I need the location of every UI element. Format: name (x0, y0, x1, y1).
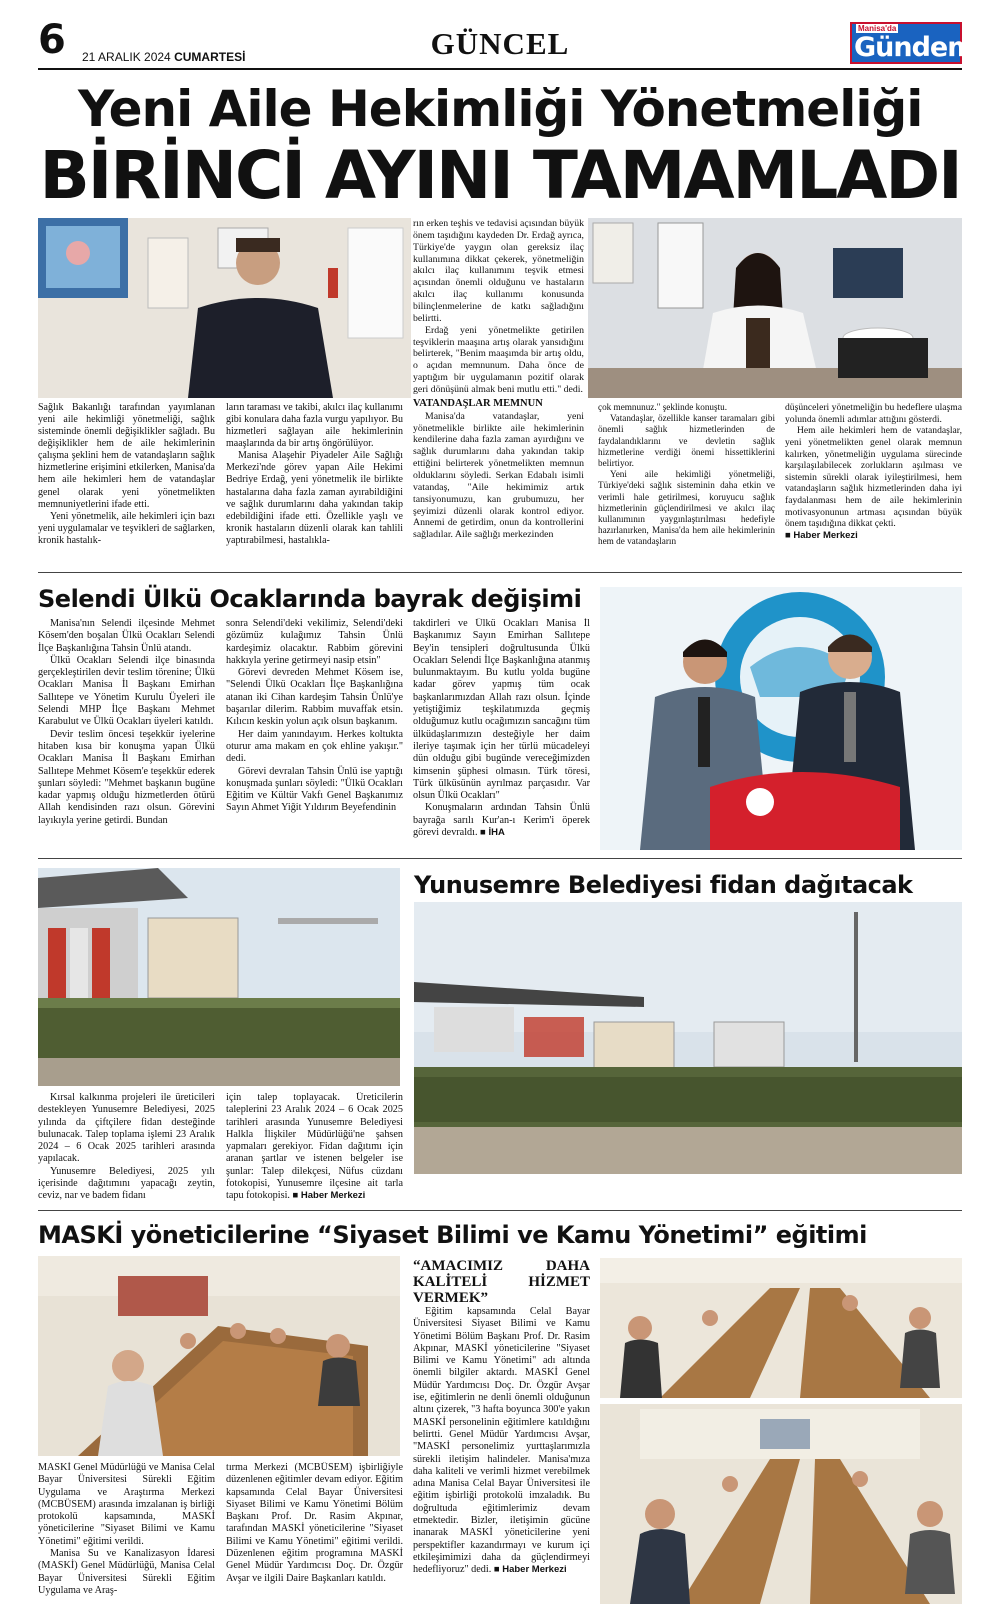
article2-column-3 (413, 618, 590, 850)
article1-col4-para: Yeni aile hekimliği yönetmeliği, Türkiye'deki sağlık sisteminin daha etkin ve verimli hale getirilmesi, koruyucu sağlık hizmetlerinin güçlendirilmesi ve akılcı ilaç kullanımının yaygınlaştırılması hedefiyle hazırlanırken, Manisa'da hem aile hekimlerinin hem de vatandaşların (598, 469, 775, 547)
article1-photo-doctor-male (38, 218, 411, 398)
article4-headline: MASKİ yöneticilerine “Siyaset Bilimi ve Kamu Yönetimi” eğitimi (38, 1221, 867, 1249)
article1-photo-doctor-female (588, 218, 962, 398)
article1-col1-para: Yeni yönetmelik, aile hekimleri için bazı yeni uygulamalar ve teşvikleri de sağlarken, kronik hastalık- (38, 510, 215, 546)
article1-col2-para: ların taraması ve takibi, akılcı ilaç kullanımı gibi konulara daha fazla vurgu yapılıyor. Bu hizmetleri sağlayan aile hekimlerinin maaşlarında da bir artış öngörülüyor. (226, 402, 403, 450)
article1-col1-para: Sağlık Bakanlığı tarafından yayımlanan yeni aile hekimliği yönetmeliği, sağlık sisteminde önemli değişiklikler sağladı. Bu değişiklikler hem de aile hekimlerinin çalışma şeklini hem de vatandaşların sağlık hizmetlerine erişimini etkilerken, Manisa'da hem aile hekimleri hem de vatandaşlar genel olarak yeni yönetmelikten memnuniyetlerini ifade etti. (38, 402, 215, 510)
article4-column-1 (38, 1462, 215, 1607)
logo-small-text: Manisa'da (858, 24, 897, 33)
article4-column-3 (413, 1258, 590, 1608)
article1-col5-para: düşünceleri yönetmeliğin bu hedeflere ulaşma yolunda önemli adımlar attığını gösterdi. (785, 402, 962, 425)
article4-subhead: “AMACIMIZ DAHA KALİTELİ HİZMET VERMEK” (413, 1258, 590, 1306)
article2-col2-para: Her daim yanındayım. Herkes koltukta oturur ama makam en çok ehline yakışır." dedi. (226, 728, 403, 765)
article4-col3-para (413, 1306, 590, 1577)
article1-signature: ■ Haber Merkezi (785, 530, 858, 541)
article4-col1-para: MASKİ Genel Müdürlüğü ve Manisa Celal Bayar Üniversitesi Sürekli Eğitim Uygulama ve Araştırma Merkezi (MCBÜSEM) arasında imzalanan iş birliği protokolü kapsamında, MASKİ yöneticilerine "Siyaset Bilimi ve Kamu Yönetimi" eğitimi verildi. (38, 1462, 215, 1547)
article1-headline-line1: Yeni Aile Hekimliği Yönetmeliği (78, 80, 923, 138)
divider-3 (38, 1210, 962, 1211)
article3-column-1 (38, 1092, 215, 1204)
article2-col2-para: Görevi devralan Tahsin Ünlü ise yaptığı konuşmada şunları söyledi: "Ülkü Ocakları Eğitim ve Kültür Vakfı Genel Başkanımız Sayın Ahmet Yiğit Yıldırım Beyefendinin (226, 765, 403, 814)
article3-signature: ■ Haber Merkezi (293, 1190, 366, 1201)
article4-photo-meeting-top-right (600, 1258, 962, 1398)
article1-col4-para: Vatandaşlar, özellikle kanser taramaları gibi önemli sağlık hizmetlerinden de faydalandıklarını ve devletin sağlık hizmetlerine verdiği önemi hissettiklerini belirtiyor. (598, 413, 775, 469)
article1-col3-para: Manisa'da vatandaşlar, yeni yönetmelikle birlikte aile hekimlerinin kendilerine daha fazla zaman ayırdığını ve sağlık durumlarını daha yakından takip ettiğini belirterek yönetmelikten memnun olduklarını söyledi. Serkan Edabalı isimli vatandaş, "Aile hekimimiz artık tansiyonumuzu, kan grubumuzu, her şeyimizi düzenli olarak kontrol ediyor. Annemi de getirdim, onun da kontrollerini sağladılar. Aile sağlığı merkezinden (413, 410, 584, 541)
article3-column-2 (226, 1092, 403, 1204)
section-title: GÜNCEL (430, 26, 570, 61)
article2-col2-para: Görevi devreden Mehmet Kösem ise, "Selendi Ülkü Ocakları İlçe Başkanlığına atanan iki Cihan kardeşim Tahsin Ünlü'ye başarılar dilerim. Rabbim muvaffak etsin. Kılıcın keskin yolun açık olsun başkanım. (226, 667, 403, 728)
divider-1 (38, 572, 962, 573)
article3-col1-para: Kırsal kalkınma projeleri ile üreticileri destekleyen Yunusemre Belediyesi, 2025 yılında da çiftçilere fidan desteğinde bulunacak. Talep toplama işlemi 23 Aralık 2024 – 6 Ocak 2025 tarihleri arasında yapılacak. (38, 1092, 215, 1165)
masthead-rule (38, 68, 962, 70)
article4-photo-meeting-left (38, 1256, 400, 1456)
article2-col3-para (413, 802, 590, 839)
article4-col3-para-text: Eğitim kapsamında Celal Bayar Üniversitesi Siyaset Bilimi ve Kamu Yönetimi Bölüm Başkanı Prof. Dr. Rasim Akpınar, MASKİ yöneticilerine "Siyaset Bilimi ve Kamu Yönetimi" adı altında önemli bilgiler aktardı. MASKİ Genel Müdür Yardımcısı Doç. Dr. Özgür Avşar ise, eğitimlerin ne denli önemli olduğunun altını çizerek, "3 hafta boyunca 300'e yakın MASKİ personelinin eğitimlere katıldığını belirtti. Genel Müdür Yardımcısı Avşar, "MASKİ personelimiz yurttaşlarımızla sürekli iletişim halindeler. Manisa'mıza daha kaliteli ve verimli hizmet verebilmek adına Manisa Celal Bayar Üniversitesi ile eğitim işbirliği protokolü imzaladık. Bu doğrultuda eğitimlerimiz devam etmektedir. Bizler, iletişimin gücüne inanarak MASKİ yöneticilerine yeni perspektifler kazandırmayı ve kurum içi etkileşimimizi daha da güçlendirmeyi hedefliyoruz" dedi. (413, 1306, 590, 1576)
article1-col2-para: Manisa Alaşehir Piyadeler Aile Sağlığı Merkezi'nde görev yapan Aile Hekimi Bedriye Erdağ, yeni yönetmelik ile birlikte hastalarına daha fazla zaman ayırabildiğini ve sağlık durumlarını daha yakından takip edebildiğini ifade etti. Özellikle yaşlı ve kronik hastaların düzenli olarak kan tahlili yaptırabilmesi, hastalıkla- (226, 450, 403, 546)
article1-column-1 (38, 402, 215, 547)
article4-col2-para: tırma Merkezi (MCBÜSEM) işbirliğiyle düzenlenen eğitimler devam ediyor. Eğitim kapsamında Celal Bayar Üniversitesi Siyaset Bilimi ve Kamu Yönetimi Bölüm Başkanı Prof. Dr. Rasim Akpınar, tarafından MASKİ yöneticilerine "Siyaset Bilimi ve Kamu Yönetimi" eğitimi verildi. Düzenlenen eğitim programına MASKİ Genel Müdür Yardımcısı Doç. Dr. Özgür Avşar ve ilgili Daire Başkanları katıldı. (226, 1462, 403, 1584)
article2-col2-para: sonra Selendi'deki vekilimiz, Selendi'deki gözümüz kulağımız Tahsin Ünlü kardeşimiz olacaktır. Rabbim görevini hakkıyla yerine getirmeyi nasip etsin" (226, 618, 403, 666)
article1-column-5 (785, 402, 962, 547)
article4-column-2 (226, 1462, 403, 1607)
article2-col1-para: Manisa'nın Selendi ilçesinde Mehmet Kösem'den boşalan Ülkü Ocakları Selendi İlçe Başkanlığına Tahsin Ünlü atandı. (38, 618, 215, 654)
article3-photo-saplings-right (414, 902, 962, 1174)
article1-column-4 (598, 402, 775, 547)
article1-col3-para: rın erken teşhis ve tedavisi açısından büyük önem taşıdığını kaydeden Dr. Erdağ ayrıca, Türkiye'de yaygın olan gereksiz ilaç kullanımına dikkat çekerek, yönetmeliğin akılcı ilaç kullanımını teşvik etmesi açısından önemli olduğunu ve hastaların akılcı ilaç kullanımı konusunda bilinçlenmelerine de katkı sağladığını belirtti. (413, 218, 584, 324)
article1-col3-para: Erdağ yeni yönetmelikte getirilen teşviklerin maaşına artış olarak yansıdığını belirterek, "Benim maaşımda bir artış oldu, o açıdan memnunum. Daha önce de yaptığım bir uygulamanın pozitif olarak geri dönüşünü almak beni mutlu etti." dedi. (413, 324, 584, 396)
article2-headline: Selendi Ülkü Ocaklarında bayrak değişimi (38, 585, 582, 613)
article2-column-2 (226, 618, 403, 850)
logo-big-text: Gündem (854, 32, 975, 63)
article3-photo-saplings-left (38, 868, 400, 1086)
article4-col1-para: Manisa Su ve Kanalizasyon İdaresi (MASKİ) Genel Müdürlüğü, Manisa Celal Bayar Üniversitesi Sürekli Eğitim Uygulama ve Araş- (38, 1548, 215, 1596)
day-text: CUMARTESİ (174, 50, 246, 64)
article3-col2-para (226, 1092, 403, 1203)
article1-col4-para: çok memnunuz." şeklinde konuştu. (598, 402, 728, 412)
divider-2 (38, 858, 962, 859)
article2-col3-para: takdirleri ve Ülkü Ocakları Manisa İl Başkanımız Sayın Emirhan Sallıtepe Bey'in tensipleri doğrultusunda Ülkü Ocakları Selendi İlçe Başkanlığına atanmış bulunmaktayım. Bu kutlu yolda bugüne kadar görev yapmış tüm ocak başkanlarımızdan Allah razı olsun. İçinde yetiştiğimiz teşkilatımızda geçmiş olduğumuz kutlu ocağımızın sancağını tüm ülküdaşlarımızın desteğiyle her daim ileriye taşımak için her türlü mücadeleyi dün olduğu gibi bugünde vereceğimizden kimsenin şüphesi olmasın. Türk töresi, Türk ülküsünün ayrılmaz parçasıdır. Var olsun Ülkü Ocakları" (413, 618, 590, 802)
article2-col1-para: Devir teslim öncesi teşekkür iyelerine hitaben kısa bir konuşma yapan Ülkü Ocakları Manisa İl Başkanı Emirhan Sallıtepe Mehmet Kösem'e teşekkür ederek şunları söyledi: "Mehmet başkanın bugüne kadar yapmış olduğu hizmetlerden ötürü Allah kendisinden razı olsun. Görevini layıkıyla yerine getirdi. Bundan (38, 728, 215, 826)
article2-col3-para-text: Konuşmaların ardından Tahsin Ünlü bayrağa sarılı Kur'an-ı Kerim'i öperek görevi devraldı. (413, 802, 590, 839)
article3-headline: Yunusemre Belediyesi fidan dağıtacak (414, 871, 913, 899)
article2-column-1 (38, 618, 215, 850)
article2-signature: ■ İHA (480, 827, 505, 838)
date-text: 21 ARALIK 2024 (82, 50, 171, 64)
page-number: 6 (38, 17, 66, 63)
article4-photo-meeting-bottom-right (600, 1404, 962, 1604)
article3-col2-para-text: için talep toplayacak. Üreticilerin taleplerini 23 Aralık 2024 – 6 Ocak 2025 tarihleri arasında Yunusemre Belediyesi Halkla İlişkiler Müdürlüğü'ne şahsen yapmaları gerekiyor. Fidan dağıtımı için aranan şartlar ve istenen belgeler ise şunlar: Talep dilekçesi, Nüfus cüzdanı fotokopisi, Yunusemre ilçesine ait tarla tapu fotokopisi. (226, 1092, 403, 1202)
article1-col5-para: Hem aile hekimleri hem de vatandaşlar, yeni yönetmelikten genel olarak memnun kalırken, yönetmeliğin uygulama sürecinde karşılaşılabilecek zorlukların aşılması ve sistemin sürekli olarak iyileştirilmesi, hem vatandaşların sağlık hizmetlerinden daha iyi faydalanması hem de aile hekimlerinin motivasyonunun artması açısından büyük önem taşıdığına dikkat çekti. (785, 425, 962, 530)
article1-subhead: VATANDAŞLAR MEMNUN (413, 397, 543, 409)
article1-headline-line2: BİRİNCİ AYINI TAMAMLADI (39, 137, 961, 214)
article2-col1-para: Ülkü Ocakları Selendi ilçe binasında gerçekleştirilen devir teslim törenine; Ülkü Ocakları Manisa İl Başkanı Emirhan Sallıtepe ve Yönetim Kurulu Üyeleri ile Selendi MHP İlçe Başkanı Mehmet Karabulut ve Ülkü Ocakları üyeleri katıldı. (38, 654, 215, 728)
issue-date (82, 50, 245, 64)
article4-signature: ■ Haber Merkezi (494, 1564, 567, 1575)
article2-photo-ulku-ocaklari (600, 587, 962, 850)
newspaper-logo[interactable] (850, 22, 975, 64)
article1-column-3 (413, 218, 584, 548)
article3-col1-para: Yunusemre Belediyesi, 2025 yılı içerisinde dağıtımını yapacağı zeytin, ceviz, nar ve badem fidanı (38, 1165, 215, 1202)
article1-column-2 (226, 402, 403, 547)
